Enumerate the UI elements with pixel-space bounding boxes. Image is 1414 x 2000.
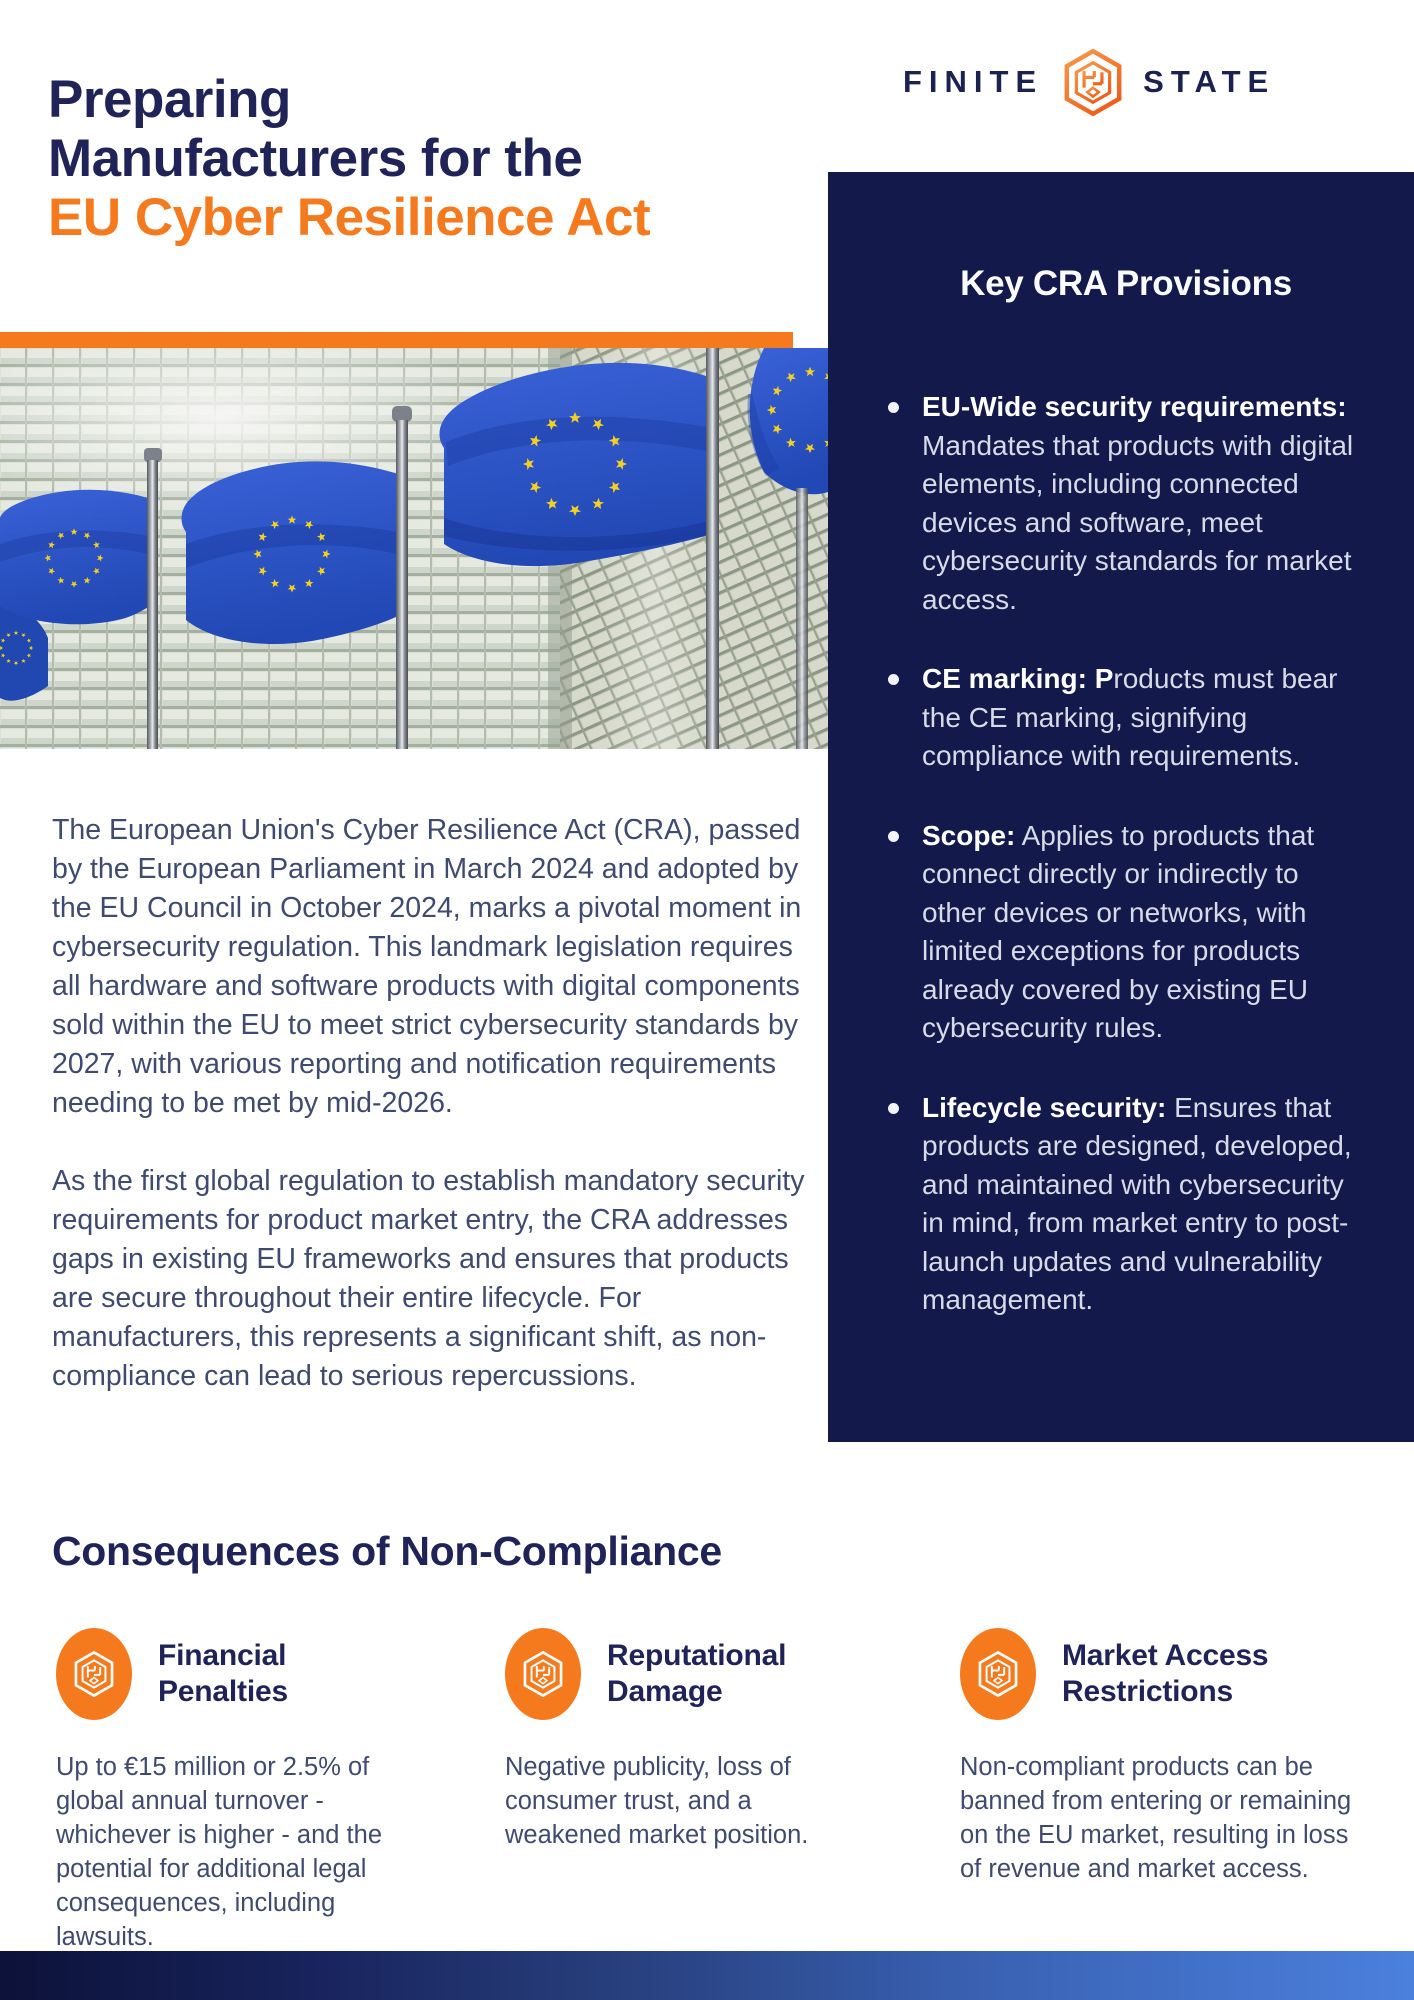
title-line-1: Preparing [48,69,291,129]
flagpole [396,420,408,749]
consequences-heading: Consequences of Non-Compliance [52,1528,722,1574]
eu-flag-large [439,363,712,566]
logo-word-finite: FINITE [903,64,1044,99]
provision-lead: Lifecycle security: [922,1091,1167,1123]
consequence-title: Market Access Restrictions [1062,1639,1269,1708]
panel-heading: Key CRA Provisions [960,264,1292,303]
provision-item [922,1089,1362,1320]
page-title [48,70,708,247]
eu-flag-left [0,490,148,625]
consequence-title: Reputational Damage [607,1639,787,1708]
eu-flags-building-photo [0,348,828,749]
flagpole-cap [144,448,162,462]
eu-flag-middle [182,461,399,644]
finite-state-badge-icon [56,1628,132,1720]
consequence-reputational-damage [505,1628,873,1852]
provision-item [922,388,1362,619]
provision-lead: Scope: [922,819,1016,851]
finite-state-badge-icon [505,1628,581,1720]
provision-list [922,388,1362,1320]
consequence-body: Up to €15 million or 2.5% of global annual turnover - whichever is higher - and the potential for additional legal consequences, including lawsuits. [56,1753,383,1951]
finite-state-hexagon-icon [1061,48,1125,117]
provision-text: Applies to products that connect directly or indirectly to other devices or networks, with limited exceptions for products already covered by existing EU cybersecurity rules. [922,819,1315,1043]
logo-word-state: STATE [1143,64,1276,99]
flagpole-cap [392,406,412,422]
consequence-header [56,1628,424,1720]
title-line-3: EU Cyber Resilience Act [48,187,651,247]
provision-text: Ensures that products are designed, developed, and maintained with cybersecurity in mind, from market entry to post-launch updates and vulnerability management. [922,1091,1352,1315]
provision-text: roducts must bear the CE marking, signifying compliance with requirements. [922,663,1338,771]
key-provisions-panel [828,172,1414,1442]
provision-item [922,817,1362,1048]
title-line-2: Manufacturers for the [48,128,583,188]
consequence-body: Non-compliant products can be banned from entering or remaining on the EU market, resulting in loss of revenue and market access. [960,1753,1352,1883]
provision-lead: CE marking: P [922,663,1114,694]
consequence-header [960,1628,1360,1720]
intro-paragraph-1: The European Union's Cyber Resilience Act (CRA), passed by the European Parliament in March 2024 and adopted by the EU Council in October 2024, marks a pivotal moment in cybersecurity regulation. This landmark legislation requires all hardware and software products with digital components sold within the EU to meet strict cybersecurity standards by 2027, with various reporting and notification requirements needing to be met by mid-2026. [52,814,802,1119]
consequence-financial-penalties [56,1628,424,1954]
flagpole-tall [706,348,719,749]
consequences-columns [0,1628,1414,1951]
consequence-market-access [960,1628,1360,1886]
orange-divider-bar [0,332,793,348]
flagpole [796,488,808,749]
consequence-title: Financial Penalties [158,1639,288,1708]
consequence-header [505,1628,873,1720]
provision-lead: EU-Wide security requirements: [922,391,1347,422]
provision-item [922,660,1362,776]
footer-gradient-strip [0,1951,1414,2000]
provision-text: Mandates that products with digital elements, including connected devices and software, meet cybersecurity standards for market access. [922,429,1354,615]
finite-state-logo [903,40,1363,124]
intro-paragraph-2: As the first global regulation to establish mandatory security requirements for product market entry, the CRA addresses gaps in existing EU frameworks and ensures that products are secure throughout their entire lifecycle. For manufacturers, this represents a significant shift, as non-compliance can lead to serious repercussions. [52,1165,805,1392]
flagpole [147,460,158,749]
intro-section [52,811,812,1435]
consequence-body: Negative publicity, loss of consumer trust, and a weakened market position. [505,1753,809,1849]
finite-state-badge-icon [960,1628,1036,1720]
